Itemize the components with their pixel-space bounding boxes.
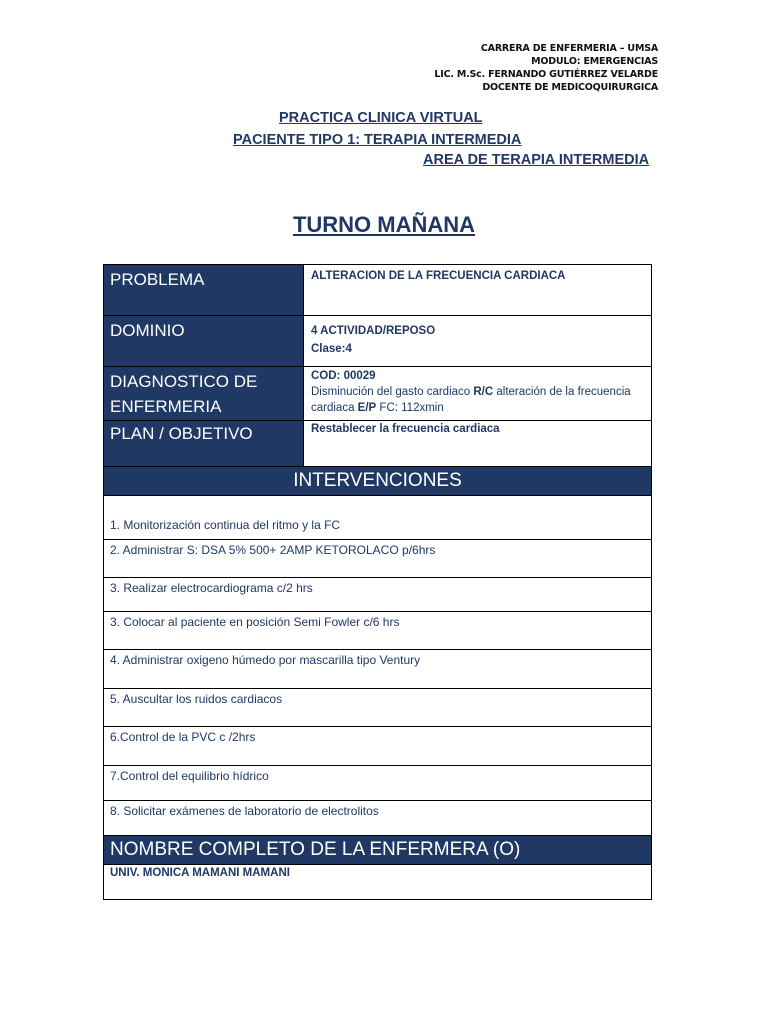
- diagnostico-text-2: alteración de la frecuencia cardiaca: [311, 386, 631, 414]
- intervencion-5: 4. Administrar oxigeno húmedo por mascarilla tipo Ventury: [104, 650, 652, 689]
- diagnostico-value: [304, 367, 652, 421]
- intervencion-8: 7.Control del equilibrio hídrico: [104, 766, 652, 801]
- document-header: [434, 42, 658, 94]
- paciente-title: PACIENTE TIPO 1: TERAPIA INTERMEDIA: [233, 132, 522, 148]
- nombre-label: NOMBRE COMPLETO DE LA ENFERMERA (O): [104, 836, 652, 865]
- diagnostico-rc: R/C: [473, 386, 494, 398]
- intervencion-4: 3. Colocar al paciente en posición Semi Fowler c/6 hrs: [104, 612, 652, 650]
- intervenciones-header: INTERVENCIONES: [104, 467, 652, 496]
- diagnostico-label: DIAGNOSTICO DE ENFERMERIA: [104, 367, 304, 421]
- turno-heading: TURNO MAÑANA: [292, 212, 476, 237]
- plan-row: [104, 421, 652, 467]
- intervencion-row: [104, 578, 652, 612]
- intervencion-3: 3. Realizar electrocardiograma c/2 hrs: [104, 578, 652, 612]
- intervencion-row: [104, 689, 652, 727]
- dominio-line-2: Clase:4: [311, 343, 352, 355]
- diagnostico-cod: COD: 00029: [311, 370, 376, 382]
- problema-value: [304, 265, 652, 316]
- intervencion-2: 2. Administrar S: DSA 5% 500+ 2AMP KETOROLACO p/6hrs: [104, 540, 652, 578]
- practica-title: PRACTICA CLINICA VIRTUAL: [279, 110, 483, 126]
- intervencion-9: 8. Solicitar exámenes de laboratorio de electrolitos: [104, 801, 652, 836]
- intervencion-7: 6.Control de la PVC c /2hrs: [104, 727, 652, 766]
- intervencion-row: [104, 540, 652, 578]
- intervencion-row: [104, 766, 652, 801]
- header-line-1: CARRERA DE ENFERMERIA – UMSA: [480, 43, 658, 54]
- problema-row: [104, 265, 652, 316]
- plan-value: [304, 421, 652, 467]
- problema-label: PROBLEMA: [104, 265, 304, 316]
- dominio-label: DOMINIO: [104, 316, 304, 367]
- diagnostico-text-3: FC: 112xmin: [379, 402, 444, 414]
- nombre-value-row: [104, 865, 652, 900]
- nombre-value: UNIV. MONICA MAMANI MAMANI: [104, 865, 652, 900]
- plan-label: PLAN / OBJETIVO: [104, 421, 304, 467]
- nombre-header-row: [104, 836, 652, 865]
- dominio-value: [304, 316, 652, 367]
- intervencion-row: [104, 496, 652, 540]
- header-line-2: MODULO: EMERGENCIAS: [531, 56, 658, 67]
- area-title: AREA DE TERAPIA INTERMEDIA: [423, 152, 650, 168]
- care-plan-table: [103, 264, 652, 900]
- header-line-3: LIC. M.Sc. FERNANDO GUTIÉRREZ VELARDE: [434, 69, 658, 80]
- problema-text: ALTERACION DE LA FRECUENCIA CARDIACA: [311, 270, 566, 282]
- intervencion-1: 1. Monitorización continua del ritmo y la FC: [104, 496, 652, 540]
- intervenciones-header-row: [104, 467, 652, 496]
- intervencion-row: [104, 801, 652, 836]
- intervencion-row: [104, 612, 652, 650]
- intervencion-6: 5. Auscultar los ruidos cardiacos: [104, 689, 652, 727]
- dominio-row: [104, 316, 652, 367]
- diagnostico-ep: E/P: [357, 402, 377, 414]
- plan-text: Restablecer la frecuencia cardiaca: [311, 423, 500, 435]
- diagnostico-text-1: Disminución del gasto cardiaco: [311, 386, 471, 398]
- diagnostico-row: [104, 367, 652, 421]
- dominio-line-1: 4 ACTIVIDAD/REPOSO: [311, 325, 436, 337]
- intervencion-row: [104, 650, 652, 689]
- header-line-4: DOCENTE DE MEDICOQUIRURGICA: [482, 82, 658, 93]
- intervencion-row: [104, 727, 652, 766]
